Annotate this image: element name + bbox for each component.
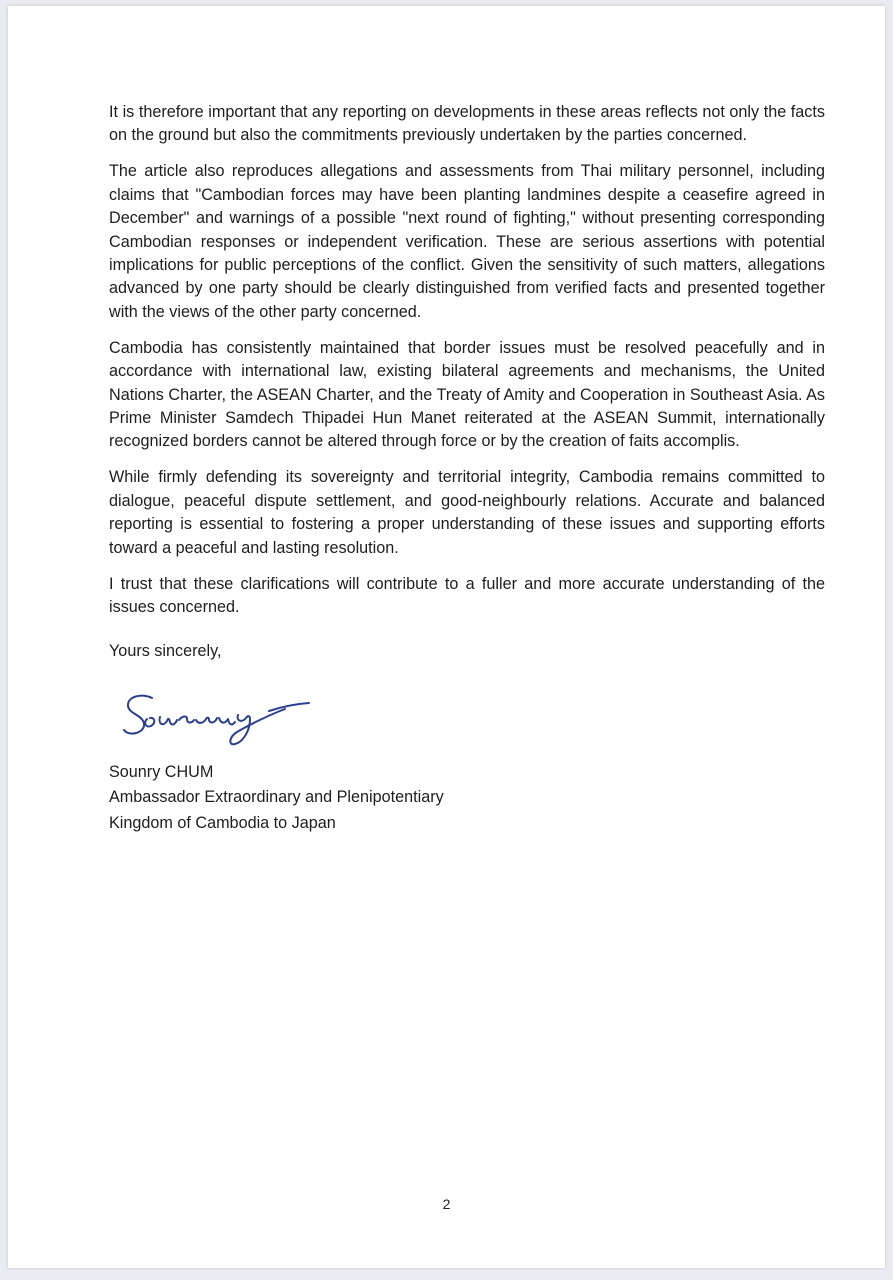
paragraph-clarifications: I trust that these clarifications will contribute to a fuller and more accurate understanding of the issues concerned. xyxy=(109,574,825,617)
signatory-title: Ambassador Extraordinary and Plenipotentiary xyxy=(109,788,444,807)
signatory-name: Sounry CHUM xyxy=(109,762,214,781)
paragraph-border-issues: Cambodia has consistently maintained that border issues must be resolved peacefully and in accordance with international law, existing bilateral agreements and mechanisms, the United Nations Charter, the ASEAN Charter, and the Treaty of Amity and Cooperation in Southeast Asia. As Prime Minister Samdech Thipadei Hun Manet reiterated at the ASEAN Summit, internationally recognized borders cannot be altered through force or by the creation of faits accomplis. xyxy=(109,338,825,451)
paragraph-sovereignty: While firmly defending its sovereignty and territorial integrity, Cambodia remains committed to dialogue, peaceful dispute settlement, and good-neighbourly relations. Accurate and balanced reporting is essential to fostering a proper understanding of these issues and supporting efforts toward a peaceful and lasting resolution. xyxy=(109,468,825,557)
letter-page xyxy=(8,6,885,1268)
letter-body xyxy=(109,101,825,836)
closing-salutation: Yours sincerely, xyxy=(109,641,222,660)
page-number: 2 xyxy=(442,1196,451,1212)
paragraph-allegations: The article also reproduces allegations and assessments from Thai military personnel, including claims that "Cambodian forces may have been planting landmines despite a ceasefire agreed in December" and warnings of a possible "next round of fighting," without presenting corresponding Cambodian responses or independent verification. These are serious assertions with potential implications for public perceptions of the conflict. Given the sensitivity of such matters, allegations advanced by one party should be clearly distinguished from verified facts and presented together with the views of the other party concerned. xyxy=(109,162,825,321)
signatory-organization: Kingdom of Cambodia to Japan xyxy=(109,813,336,832)
signature-block xyxy=(109,760,825,837)
paragraph-reporting-commitments: It is therefore important that any reporting on developments in these areas reflects not only the facts on the ground but also the commitments previously undertaken by the parties concerned. xyxy=(109,103,825,145)
handwritten-signature xyxy=(119,685,329,755)
